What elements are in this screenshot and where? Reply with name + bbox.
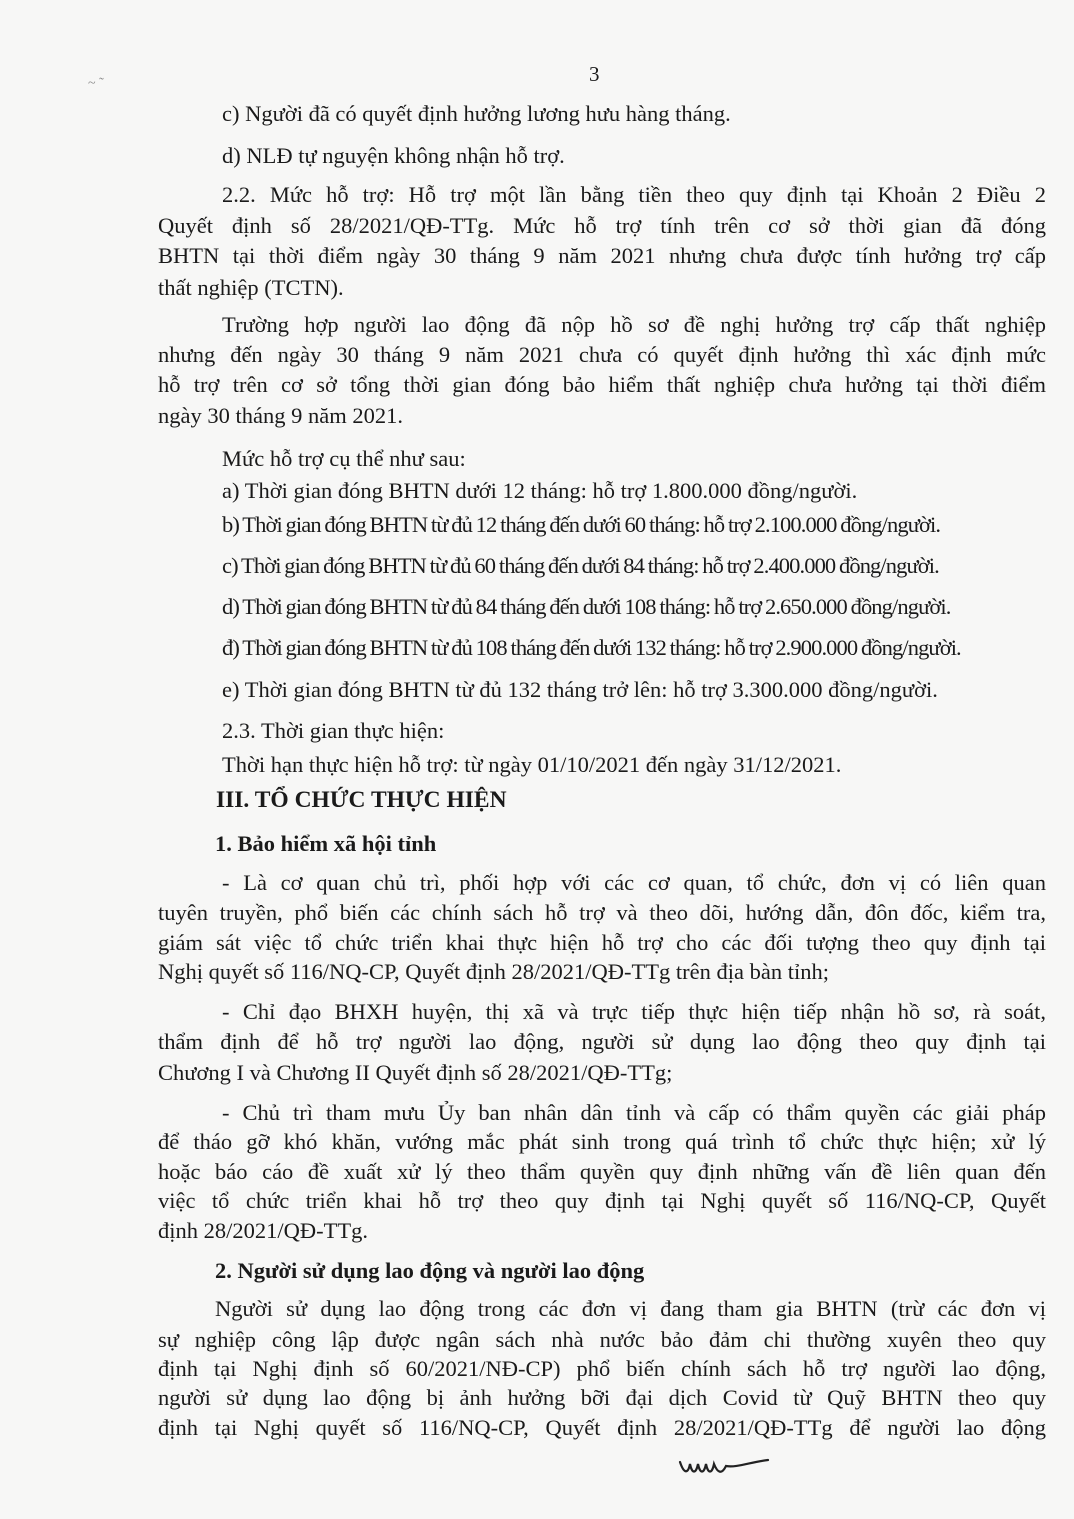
paragraph-line: - Chủ trì tham mưu Ủy ban nhân dân tỉnh và cấp có thẩm quyền các giải pháp <box>222 1100 1046 1125</box>
paragraph-line: thẩm định để hỗ trợ người lao động, người sử dụng lao động theo quy định tại <box>158 1029 1046 1054</box>
paragraph-line: - Chỉ đạo BHXH huyện, thị xã và trực tiếp thực hiện tiếp nhận hồ sơ, rà soát, <box>222 999 1046 1024</box>
support-level-c: c) Thời gian đóng BHTN từ đủ 60 tháng đến dưới 84 tháng: hỗ trợ 2.400.000 đồng/người. <box>222 553 939 578</box>
support-level-dd: đ) Thời gian đóng BHTN từ đủ 108 tháng đến dưới 132 tháng: hỗ trợ 2.900.000 đồng/người. <box>222 635 961 660</box>
paragraph-line: sự nghiệp công lập được ngân sách nhà nước bảo đảm chi thường xuyên theo quy <box>158 1327 1046 1352</box>
paragraph-line: người sử dụng lao động bị ảnh hưởng bỡi đại dịch Covid từ Quỹ BHTN theo quy <box>158 1385 1046 1410</box>
paragraph-line: hỗ trợ trên cơ sở tổng thời gian đóng bảo hiểm thất nghiệp chưa hưởng tại thời điểm <box>158 372 1046 397</box>
support-level-d: d) Thời gian đóng BHTN từ đủ 84 tháng đến dưới 108 tháng: hỗ trợ 2.650.000 đồng/người. <box>222 594 951 619</box>
paragraph-line: Trường hợp người lao động đã nộp hồ sơ đề nghị hưởng trợ cấp thất nghiệp <box>222 312 1046 337</box>
implementation-period: Thời hạn thực hiện hỗ trợ: từ ngày 01/10/2021 đến ngày 31/12/2021. <box>222 752 842 777</box>
support-levels-intro: Mức hỗ trợ cụ thể như sau: <box>222 446 466 471</box>
paragraph-line: để tháo gỡ khó khăn, vướng mắc phát sinh trong quá trình tổ chức thực hiện; xử lý <box>158 1129 1046 1154</box>
paragraph-line: giám sát việc tổ chức triển khai thực hiện hỗ trợ cho các đối tượng theo quy định tại <box>158 930 1046 955</box>
section-iii-heading: III. TỔ CHỨC THỰC HIỆN <box>216 787 507 813</box>
paragraph-line: định tại Nghị quyết số 116/NQ-CP, Quyết định 28/2021/QĐ-TTg để người lao động <box>158 1415 1046 1440</box>
section-2-2-line: thất nghiệp (TCTN). <box>158 275 344 300</box>
item-d-voluntary: d) NLĐ tự nguyện không nhận hỗ trợ. <box>222 143 565 168</box>
item-c-pension: c) Người đã có quyết định hưởng lương hưu hàng tháng. <box>222 101 731 126</box>
paragraph-line: định 28/2021/QĐ-TTg. <box>158 1218 368 1243</box>
paragraph-line: Nghị quyết số 116/NQ-CP, Quyết định 28/2021/QĐ-TTg trên địa bàn tỉnh; <box>158 959 829 984</box>
paragraph-line: định tại Nghị định số 60/2021/NĐ-CP) phổ biến chính sách hỗ trợ người lao động, <box>158 1356 1046 1381</box>
support-level-a: a) Thời gian đóng BHTN dưới 12 tháng: hỗ trợ 1.800.000 đồng/người. <box>222 478 858 503</box>
initial-signature <box>676 1452 776 1482</box>
paragraph-line: Người sử dụng lao động trong các đơn vị đang tham gia BHTN (trừ các đơn vị <box>215 1296 1046 1321</box>
paragraph-line: nhưng đến ngày 30 tháng 9 năm 2021 chưa có quyết định hưởng thì xác định mức <box>158 342 1046 367</box>
paragraph-line: Chương I và Chương II Quyết định số 28/2021/QĐ-TTg; <box>158 1060 673 1085</box>
scan-artifact: ~ ˜ <box>88 76 104 91</box>
subsection-2-heading: 2. Người sử dụng lao động và người lao động <box>215 1258 645 1283</box>
paragraph-line: tuyên truyền, phổ biến các chính sách hỗ trợ và theo dõi, hướng dẫn, đôn đốc, kiểm tra, <box>158 900 1046 925</box>
paragraph-line: ngày 30 tháng 9 năm 2021. <box>158 403 403 428</box>
section-2-2-line: 2.2. Mức hỗ trợ: Hỗ trợ một lần bằng tiền theo quy định tại Khoản 2 Điều 2 <box>222 182 1046 207</box>
page-number: 3 <box>589 62 600 86</box>
subsection-1-heading: 1. Bảo hiểm xã hội tỉnh <box>215 831 437 856</box>
section-2-3-heading: 2.3. Thời gian thực hiện: <box>222 718 445 743</box>
paragraph-line: hoặc báo cáo đề xuất xử lý theo thẩm quyền quy định những vấn đề liên quan đến <box>158 1159 1046 1184</box>
paragraph-line: việc tổ chức triển khai hỗ trợ theo quy định tại Nghị quyết số 116/NQ-CP, Quyết <box>158 1188 1046 1213</box>
section-2-2-line: BHTN tại thời điểm ngày 30 tháng 9 năm 2021 nhưng chưa được tính hưởng trợ cấp <box>158 243 1046 268</box>
support-level-e: e) Thời gian đóng BHTN từ đủ 132 tháng trở lên: hỗ trợ 3.300.000 đồng/người. <box>222 677 938 702</box>
section-2-2-line: Quyết định số 28/2021/QĐ-TTg. Mức hỗ trợ tính trên cơ sở thời gian đã đóng <box>158 213 1046 238</box>
paragraph-line: - Là cơ quan chủ trì, phối hợp với các cơ quan, tổ chức, đơn vị có liên quan <box>222 870 1046 895</box>
support-level-b: b) Thời gian đóng BHTN từ đủ 12 tháng đến dưới 60 tháng: hỗ trợ 2.100.000 đồng/người. <box>222 512 941 537</box>
